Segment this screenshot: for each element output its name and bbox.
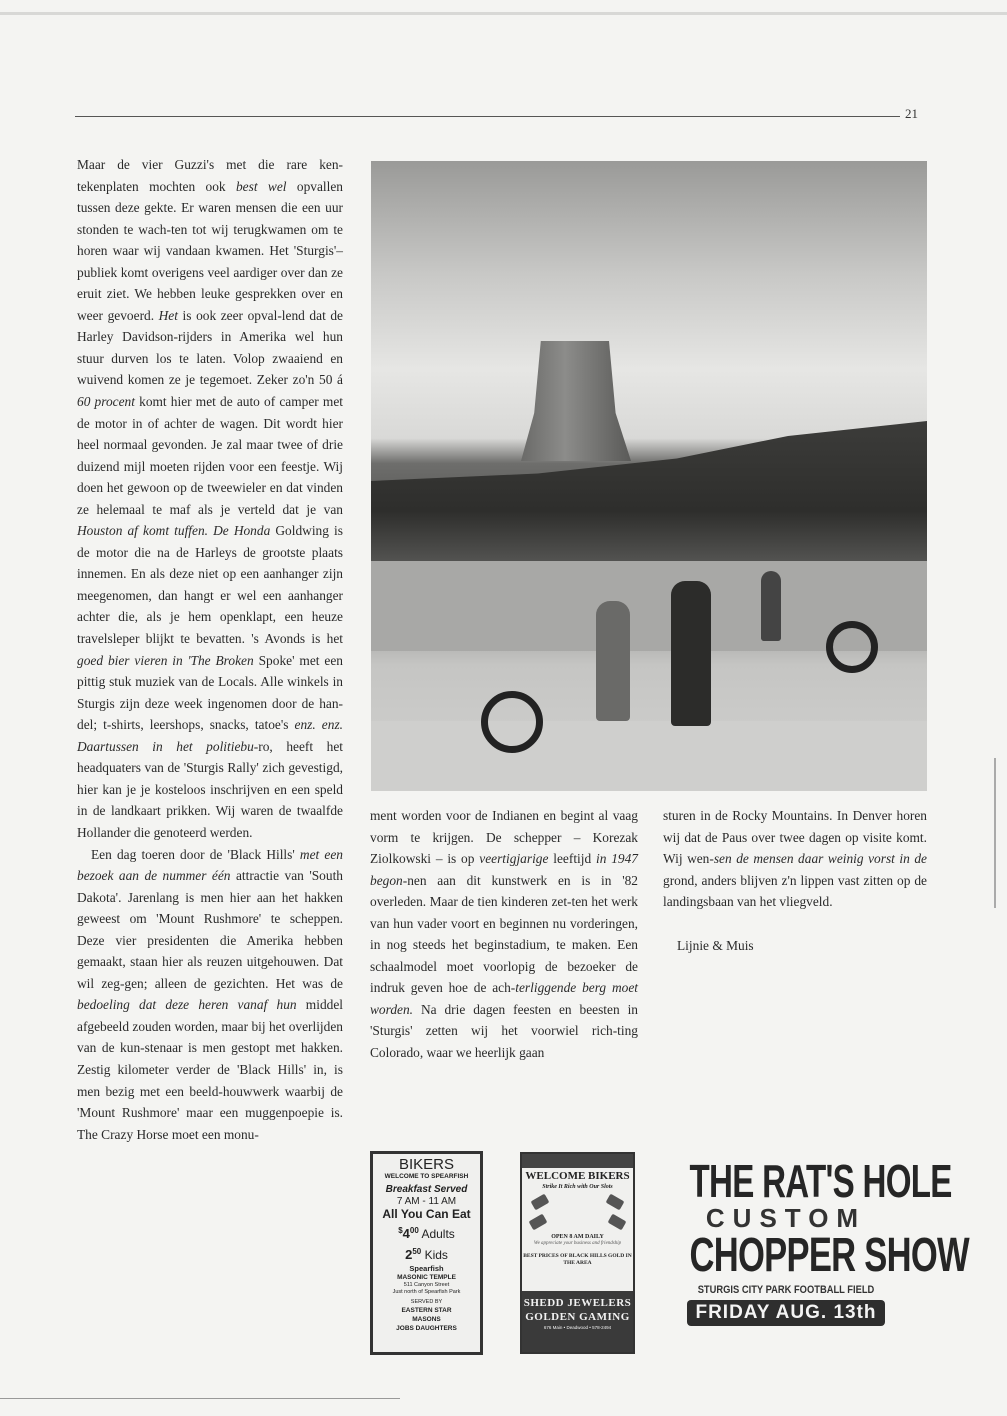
slot-reel-icon (531, 1194, 550, 1211)
ad-address: 676 Main • Deadwood • 578-2494 (543, 1325, 612, 1330)
paragraph: Een dag toeren door de 'Black Hills' met een bezoek aan de nummer één attractie van 'South Dakota'. Jarenlang is men hier aan het hakken geweest om 'Mount Rushmore' te scheppen. Deze vier presidenten die Amerika hebben gemaakt, staan hier als reuzen uitgehouwen. Dat wil zeg-gen; alleen de gezichten. Het was de bedoeling dat deze heren vanaf hun middel afgebeeld zouden worden, maar bij het overlijden van de kun-stenaar is men gestopt met hakken. Zestig kilometer verder de 'Black Hills' in, is men bezig met een beeld-houwwerk waarbij de 'Mount Rushmore' maar een muggenpoepie is. The Crazy Horse moet een monu- (77, 846, 343, 1142)
forest-hillside (371, 421, 927, 571)
ad-open-hours: OPEN 8 AM DAILY (551, 1234, 604, 1240)
ad-bikers-breakfast (370, 1151, 483, 1355)
ad-venue: STURGIS CITY PARK FOOTBALL FIELD (697, 1284, 875, 1296)
rider-man (671, 581, 711, 726)
ad-title: BIKERS (398, 1156, 455, 1173)
ad-org-1: EASTERN STAR (401, 1307, 452, 1314)
ad-date-badge: FRIDAY AUG. 13th (687, 1300, 884, 1326)
ad-served-by: SERVED BY (410, 1299, 443, 1305)
scan-artifact (994, 758, 996, 908)
article-column-3 (663, 805, 927, 956)
paragraph: Maar de vier Guzzi's met die rare ken-tekenplaten mochten ook best wel opvallen tussen deze gekte. Er waren mensen die een uur stonden te wach-ten tot wij terugkwamen om te horen waar wij vandaan kwamen. Het 'Sturgis'–publiek komt overigens veel aardiger over dan ze eruit ziet. We hebben leuke gesprekken over en weer gevoerd. Het is ook zeer opval-lend dat de Harley Davidson-rijders in Amerika wel hun stuur durven los te laten. Volop zwaaiend en wuivend komen ze je tegemoet. Zeker zo'n 50 á 60 procent komt hier met de auto of camper met de motor in of achter de wagen. Dit wordt hier heel normaal gevonden. Je zal maar twee of drie duizend mijl moeten rijden voor een feestje. Wij doen het gewoon op de tweewieler en dat vinden ze helemaal te maf als je verteld dat je van Houston af komt tuffen. De Honda Goldwing is de motor die na de Harleys de grootste plaats innemen. En als deze niet op een aanhanger zijn meegenomen, dan hangt er wel een aanhanger achter die, als je hem openklapt, een heuze travelsleper blijkt te bevatten. 's Avonds is het goed bier vieren in 'The Broken Spoke' met een pittig stuk muziek van de Locals. Alle winkels in Sturgis zijn deze week ingenomen door de han-del; t-shirts, leershops, snacks, tatoe's enz. enz. Daartussen in het politiebu-ro, heeft het headquaters van de 'Sturgis Rally' zich gevestigd, hier kan je je kosteloos inschrijven en een speld in de landkaart prikken. Wij waren de twaalfde Hollander die genoteerd werden. (77, 157, 344, 840)
ad-venue-1: Spearfish (409, 1264, 444, 1273)
ad-subtitle: WELCOME TO SPEARFISH (384, 1173, 469, 1180)
motorcycle-right-wheel (826, 621, 878, 673)
ad-headline-1: THE RAT'S HOLE (689, 1155, 952, 1207)
motorcycle-front-wheel (481, 691, 543, 753)
ad-appreciate: We appreciate your business and friendship (533, 1241, 622, 1246)
scan-edge (0, 12, 1007, 15)
ad-address-note: Just north of Spearfish Park (392, 1289, 461, 1295)
ad-org-2: MASONS (412, 1316, 441, 1323)
header-rule (75, 116, 900, 117)
ad-shedd-jewelers (520, 1152, 635, 1354)
ad-store-1: SHEDD JEWELERS (523, 1297, 632, 1309)
paragraph: sturen in de Rocky Mountains. In Denver horen wij dat de Paus over twee dagen op visite komt. Wij wen-sen de mensen daar weinig vorst in de grond, anders blijven z'n lippen vast zitten op de landingsbaan van het vliegveld. (663, 808, 927, 910)
bystander (761, 571, 781, 641)
ad-venue-2: MASONIC TEMPLE (397, 1274, 456, 1281)
ad-breakfast: Breakfast Served (385, 1184, 468, 1195)
ad-rats-hole-chopper-show (652, 1155, 969, 1350)
ad-bottom-band (522, 1291, 633, 1352)
ad-headline-2: CUSTOM (705, 1203, 867, 1233)
devils-tower-rock (521, 341, 631, 461)
page-number: 21 (905, 106, 918, 121)
ad-adult-price: $^{\$}4^{00}$ Adults (398, 1226, 455, 1241)
scan-artifact (0, 1398, 400, 1399)
slot-reel-icon (608, 1214, 627, 1231)
article-column-1 (77, 154, 343, 1145)
ad-store-2: GOLDEN GAMING (525, 1311, 630, 1323)
photo-devils-tower (371, 161, 927, 791)
slot-reel-icon (529, 1214, 548, 1231)
ad-tagline: Strike It Rich with Our Slots (542, 1184, 613, 1190)
rider-woman (596, 601, 630, 721)
author-signature: Lijnie & Muis (677, 937, 754, 953)
road (371, 721, 927, 791)
article-column-2 (370, 805, 638, 1064)
ad-title: WELCOME BIKERS (525, 1170, 630, 1182)
ad-address: 511 Canyon Street (403, 1282, 450, 1288)
ad-all-you-can-eat: All You Can Eat (382, 1207, 471, 1221)
ad-org-3: JOBS DAUGHTERS (396, 1325, 457, 1332)
ad-best-prices: BEST PRICES OF BLACK HILLS GOLD IN THE AREA (523, 1253, 632, 1266)
ad-headline-3: CHOPPER SHOW (689, 1229, 969, 1282)
slot-reel-icon (606, 1194, 625, 1211)
ad-kid-price: $2^{50}$ Kids (405, 1247, 448, 1262)
ad-top-band (522, 1154, 633, 1168)
ad-hours: 7 AM - 11 AM (396, 1196, 457, 1207)
paragraph: ment worden voor de Indianen en begint al vaag vorm te krijgen. De schepper – Korezak Ziolkowski – is op veertigjarige leeftijd in 1947 begon-nen aan dit kunstwerk en is in '82 overleden. Maar de tien kinderen zet-ten het werk van hun vader voort en beginnen nu vorderingen, in nog steeds het beginstadium, te maken. Een schaalmodel moet voorlopig de bezoeker de indruk geven hoe de ach-terliggende berg moet worden. Na drie dagen feesten en beesten in 'Sturgis' zetten wij het voorwiel rich-ting Colorado, waar we heerlijk gaan (370, 808, 638, 1061)
slot-machine-illustration (522, 1191, 633, 1233)
